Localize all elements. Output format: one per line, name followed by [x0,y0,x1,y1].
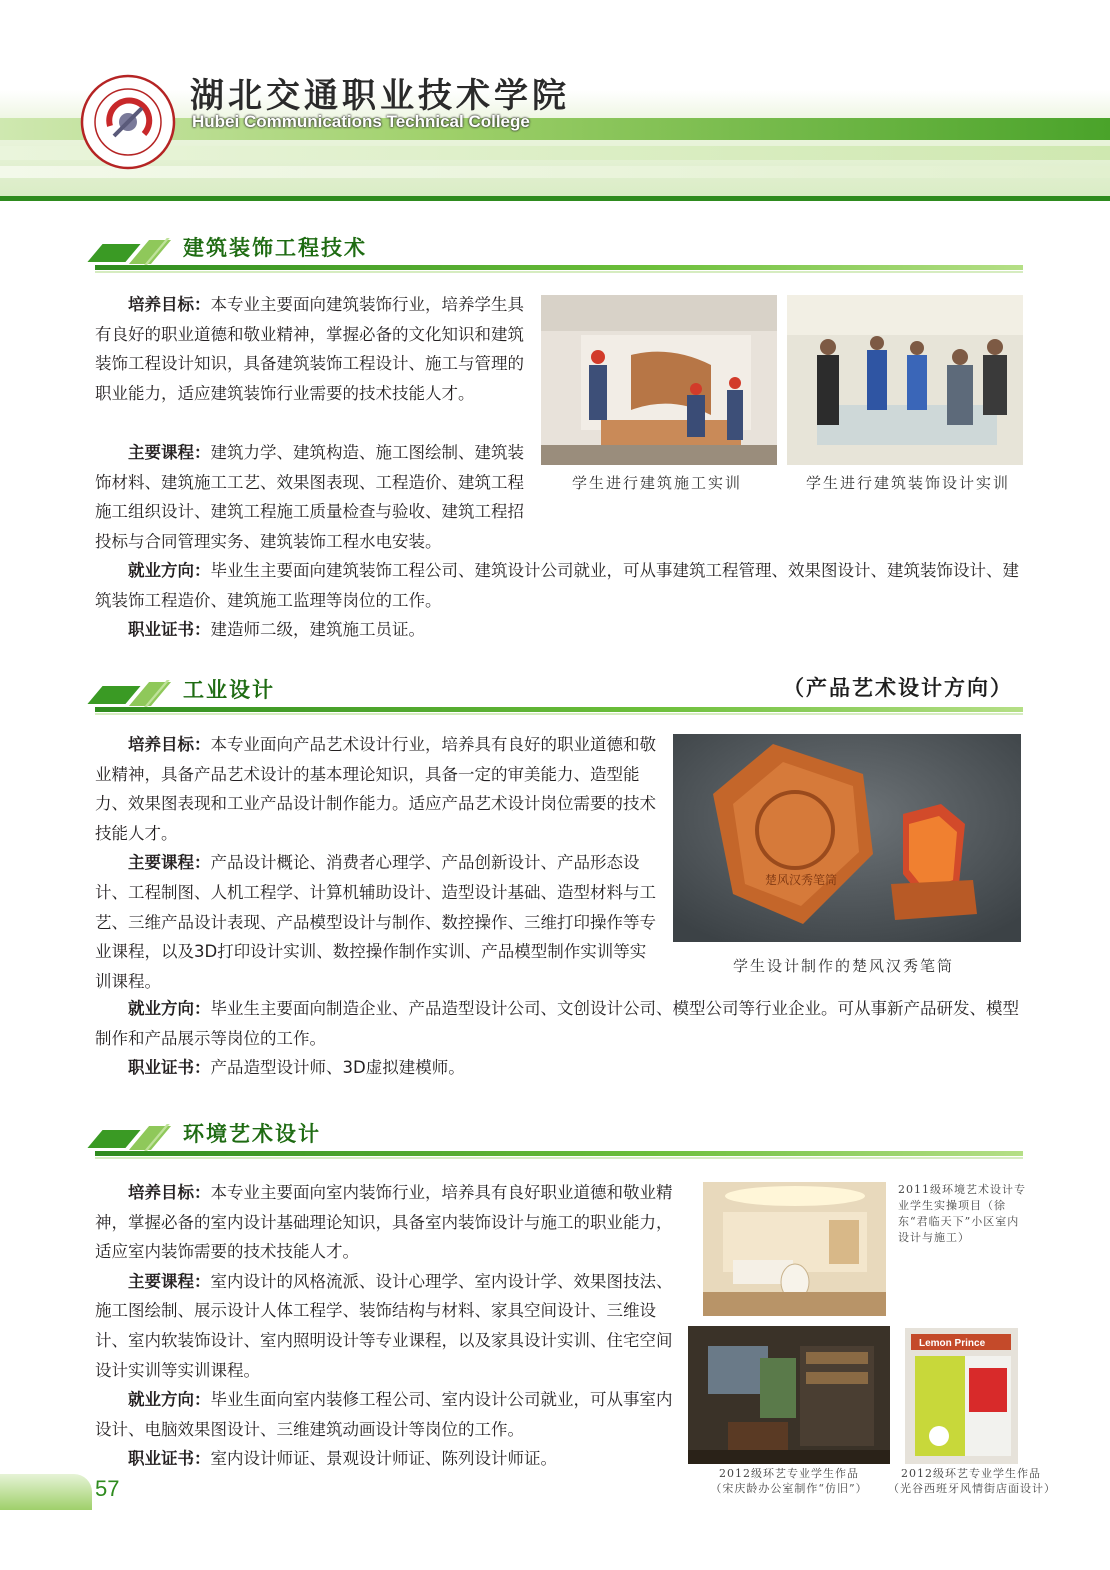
cert-text: 室内设计师证、景观设计师证、陈列设计师证。 [210,1449,557,1469]
caption-design: 学生进行建筑装饰设计实训 [806,474,1011,492]
section2-full-text [95,994,1035,1083]
shop-sign-text: Lemon Prince [919,1338,986,1349]
photo-construction-training [541,295,777,465]
courses-text: 建筑力学、建筑构造、施工图绘制、建筑装饰材料、建筑施工工艺、效果图表现、工程造价、建筑工程施工组织设计、建筑工程施工质量检查与验收、建筑工程招投标与合同管理实务、建筑装饰工程水电安装。 [95,443,524,551]
goal-label: 培养目标： [128,295,211,314]
career-label: 就业方向： [128,999,211,1018]
cert-paragraph [95,1053,1035,1083]
section1-courses-a [95,438,535,556]
section-title: 环境艺术设计 [183,1122,321,1146]
photo-living-room-design [703,1182,886,1316]
college-name-en: Hubei Communications Technical College [192,112,530,131]
career-paragraph [95,556,1025,615]
section-header-industrial [95,674,1023,714]
goal-paragraph [95,1178,681,1267]
section-title: 建筑装饰工程技术 [183,236,367,260]
goal-label: 培养目标： [128,1183,211,1202]
goal-label: 培养目标： [128,735,211,754]
cert-text: 产品造型设计师、3D虚拟建模师。 [210,1058,465,1078]
header-rule [0,196,1110,201]
section-rule [95,265,1023,270]
career-text: 毕业生主要面向制造企业、产品造型设计公司、文创设计公司、模型公司等行业企业。可从事新产品研发、模型制作和产品展示等岗位的工作。 [95,999,1019,1048]
section-title: 工业设计 [183,678,275,702]
page-number: 57 [95,1476,120,1501]
section1-left-text [95,290,535,408]
career-text: 毕业生面向室内装修工程公司、室内设计公司就业，可从事室内设计、电脑效果图设计、三维建筑动画设计等岗位的工作。 [95,1390,673,1439]
goal-paragraph [95,730,661,848]
caption-construction: 学生进行建筑施工实训 [572,474,743,492]
goal-text: 本专业主要面向室内装饰行业，培养具有良好职业道德和敬业精神，掌握必备的室内设计基础理论知识，具备室内装饰设计与施工的职业能力，适应室内装饰需要的技术技能人才。 [95,1183,673,1262]
college-logo [80,74,176,170]
section-rule-thin [95,713,1023,715]
courses-label: 主要课程： [128,443,211,462]
section1-full-text [95,556,1025,645]
career-text: 毕业生主要面向建筑装饰工程公司、建筑设计公司就业，可从事建筑工程管理、效果图设计、建筑装饰设计、建筑装饰工程造价、建筑施工监理等岗位的工作。 [95,561,1019,610]
photo-pen-holder-product [673,734,1021,942]
section-rule [95,707,1023,712]
courses-paragraph [95,1267,681,1385]
caption-office-2: （宋庆龄办公室制作“仿旧”） [710,1482,868,1495]
caption-living-room: 2011级环境艺术设计专业学生实操项目（徐东“君临天下”小区室内设计与施工） [898,1183,1026,1244]
section-subtitle: （产品艺术设计方向） [783,676,1013,700]
photo-design-training [787,295,1023,465]
courses-text: 室内设计的风格流派、设计心理学、室内设计学、效果图技法、施工图绘制、展示设计人体工程学、装饰结构与材料、家具空间设计、三维设计、室内软装饰设计、室内照明设计等专业课程，以及家具设计实训、住宅空间设计实训等实训课程。 [95,1271,673,1380]
career-label: 就业方向： [128,561,211,580]
section2-left-text [95,730,661,996]
career-label: 就业方向： [128,1390,211,1410]
section-header-architecture [95,232,1023,272]
courses-label: 主要课程： [128,1271,211,1291]
goal-text: 本专业面向产品艺术设计行业，培养具有良好的职业道德和敬业精神，具备产品艺术设计的基本理论知识，具备一定的审美能力、造型能力、效果图表现和工业产品设计制作能力。适应产品艺术设计岗位需要的技术技能人才。 [95,735,656,843]
section-rule [95,1151,1023,1156]
courses-paragraph [95,438,535,556]
photo-office-vintage [688,1326,890,1464]
caption-shop-1: 2012级环艺专业学生作品 [901,1467,1041,1480]
caption-pen-holder: 学生设计制作的楚风汉秀笔筒 [733,957,955,975]
caption-shop-2: （光谷西班牙风情街店面设计） [888,1482,1056,1495]
photo-shop-front [905,1328,1018,1464]
section-header-environment [95,1118,1023,1158]
cert-label: 职业证书： [128,1449,211,1469]
product-engraving: 楚风汉秀笔筒 [765,873,838,887]
section-rule-thin [95,271,1023,273]
cert-label: 职业证书： [128,620,211,640]
section3-text [95,1178,681,1474]
cert-paragraph [95,1444,681,1474]
caption-office-1: 2012级环艺专业学生作品 [719,1467,859,1480]
goal-text: 本专业主要面向建筑装饰行业，培养学生具有良好的职业道德和敬业精神，掌握必备的文化知识和建筑装饰工程设计知识，具备建筑装饰工程设计、施工与管理的职业能力，适应建筑装饰行业需要的技术技能人才。 [95,295,524,403]
courses-label: 主要课程： [128,853,211,873]
footer-wave [0,1474,92,1510]
courses-paragraph [95,848,661,996]
career-paragraph [95,994,1035,1053]
goal-paragraph [95,290,535,408]
cert-text: 建造师二级，建筑施工员证。 [210,620,425,640]
cert-paragraph [95,615,1025,645]
cert-label: 职业证书： [128,1058,211,1078]
career-paragraph [95,1385,681,1444]
college-name-cn: 湖北交通职业技术学院 [190,76,570,116]
courses-text: 产品设计概论、消费者心理学、产品创新设计、产品形态设计、工程制图、人机工程学、计算机辅助设计、造型设计基础、造型材料与工艺、三维产品设计表现、产品模型设计与制作、数控操作、三维打印操作等专业课程，以及3D打印设计实训、数控操作制作实训、产品模型制作实训等实训课程。 [95,853,656,991]
section-rule-thin [95,1157,1023,1159]
